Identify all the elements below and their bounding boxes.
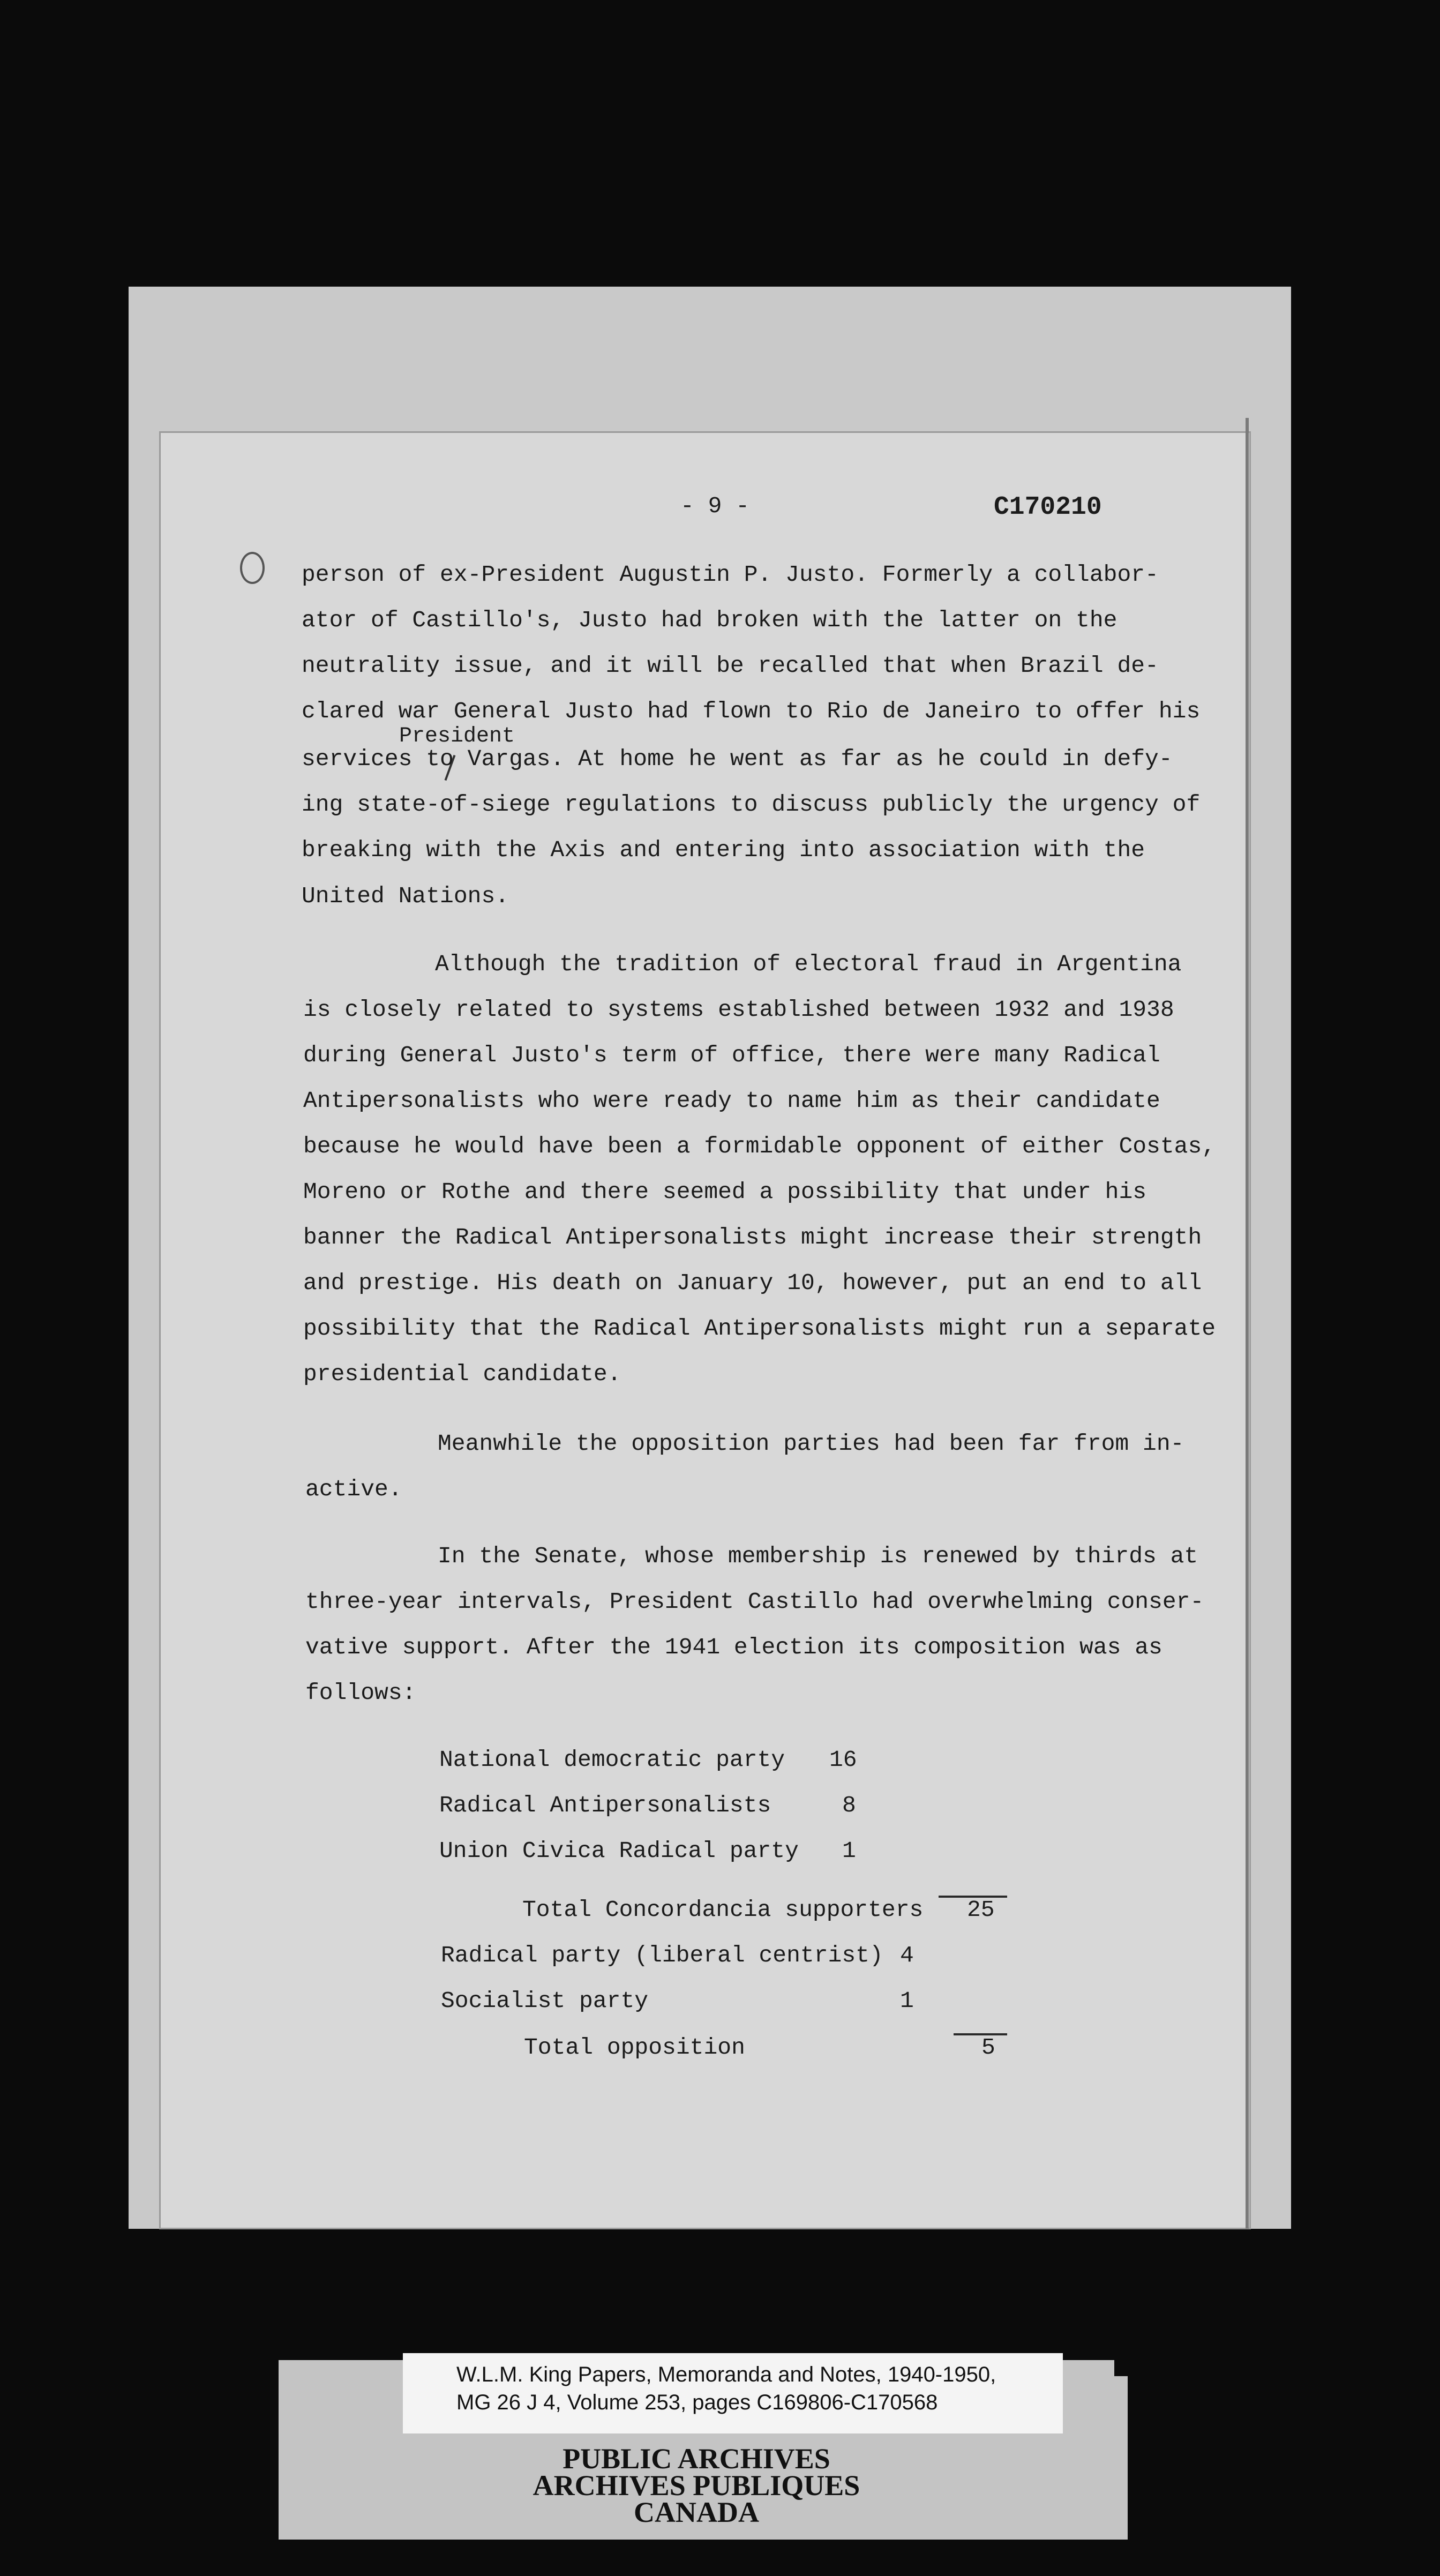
punch-hole-mark [240,552,265,584]
document-code: C170210 [994,493,1102,522]
senate-party-value: 1 [900,1988,914,2014]
body-line: is closely related to systems established between 1932 and 1938 [303,997,1174,1023]
body-line: Meanwhile the opposition parties had been far from in- [438,1431,1184,1457]
body-line: Although the tradition of electoral fraud in Argentina [435,951,1182,977]
body-line: Moreno or Rothe and there seemed a possibility that under his [303,1179,1147,1205]
body-line: vative support. After the 1941 election its composition was as [305,1634,1162,1660]
body-line: Antipersonalists who were ready to name him as their candidate [303,1088,1160,1114]
archives-name-english: PUBLIC ARCHIVES [562,2443,830,2475]
senate-party-value: 4 [900,1942,914,1968]
body-line: United Nations. [302,883,509,909]
body-line: In the Senate, whose membership is renewed by thirds at [438,1543,1198,1569]
archives-country: CANADA [634,2496,759,2528]
page-edge [1246,418,1249,2229]
body-line: clared war General Justo had flown to Rio de Janeiro to offer his [302,698,1201,724]
handwritten-insert: President [399,724,515,748]
body-line: follows: [305,1680,416,1706]
page-number: - 9 - [680,493,750,519]
senate-party-label: Socialist party [441,1988,649,2014]
body-line: three-year intervals, President Castillo had overwhelming conser- [305,1589,1204,1615]
senate-party-label: Radical Antipersonalists [439,1792,771,1818]
senate-total-label: Total Concordancia supporters [522,1897,924,1923]
citation-line-1: W.L.M. King Papers, Memoranda and Notes, 1940-1950, [456,2363,996,2386]
body-line: services to Vargas. At home he went as far as he could in defy- [302,746,1173,772]
sum-rule [954,2033,1007,2035]
senate-total-value: 5 [981,2034,995,2061]
body-line: possibility that the Radical Antipersonalists might run a separate [303,1315,1216,1342]
senate-total-value: 25 [967,1897,995,1923]
senate-party-value: 8 [842,1792,856,1818]
senate-party-label: National democratic party [439,1747,785,1773]
senate-party-value: 16 [829,1747,857,1773]
senate-party-value: 1 [842,1838,856,1864]
body-line: breaking with the Axis and entering into association with the [302,837,1145,863]
citation-line-2: MG 26 J 4, Volume 253, pages C169806-C170568 [456,2391,938,2414]
body-line: presidential candidate. [303,1361,621,1387]
body-line: neutrality issue, and it will be recalled that when Brazil de- [302,653,1159,679]
body-line: and prestige. His death on January 10, however, put an end to all [303,1270,1202,1296]
body-line: banner the Radical Antipersonalists might increase their strength [303,1224,1202,1250]
archives-name-french: ARCHIVES PUBLIQUES [532,2469,860,2502]
body-line: person of ex-President Augustin P. Justo. Formerly a collabor- [302,561,1159,588]
body-line: ator of Castillo's, Justo had broken with the latter on the [302,607,1118,633]
body-line: ing state-of-siege regulations to discuss publicly the urgency of [302,791,1201,818]
senate-party-label: Union Civica Radical party [439,1838,799,1864]
body-line: active. [305,1476,402,1502]
body-line: because he would have been a formidable opponent of either Costas, [303,1133,1216,1159]
senate-total-label: Total opposition [524,2034,745,2061]
senate-party-label: Radical party (liberal centrist) [441,1942,883,1968]
body-line: during General Justo's term of office, there were many Radical [303,1042,1160,1068]
